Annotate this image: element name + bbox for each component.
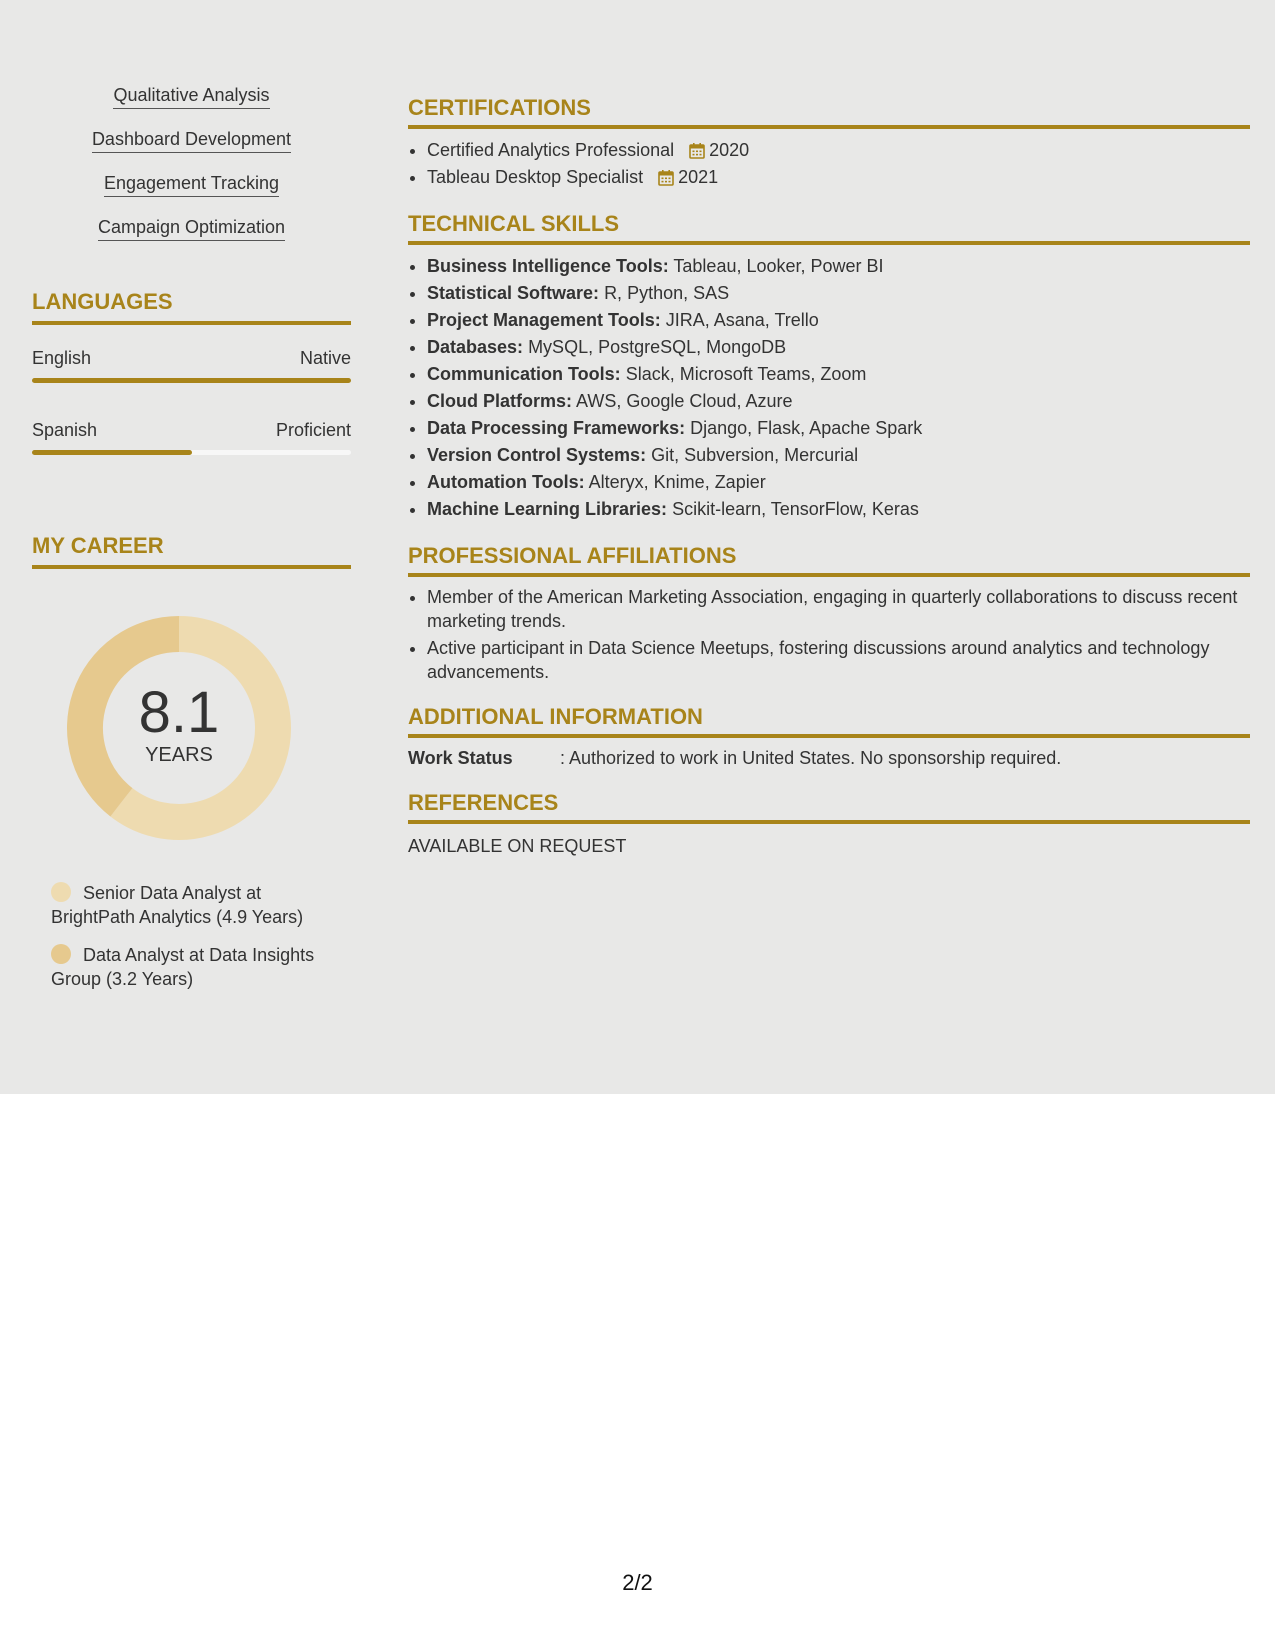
legend-dot-icon [51, 882, 71, 902]
language-level: Native [299, 348, 351, 368]
technical-skill-label: Communication Tools: [427, 364, 621, 384]
skill-label: Dashboard Development [92, 128, 291, 153]
technical-skill-value: AWS, Google Cloud, Azure [576, 391, 793, 411]
language-row-english [32, 347, 351, 383]
certification-item [427, 137, 1250, 164]
technical-skill-item [427, 361, 1250, 388]
technical-skills-section [408, 211, 1250, 523]
language-name: Spanish [32, 420, 98, 440]
technical-skill-item [427, 253, 1250, 280]
skill-item [32, 84, 351, 109]
technical-skill-item [427, 469, 1250, 496]
calendar-icon [658, 169, 674, 186]
skill-item [32, 172, 351, 197]
technical-skill-value: Slack, Microsoft Teams, Zoom [625, 364, 867, 384]
certifications-section [408, 95, 1250, 191]
career-legend-label: Data Analyst at Data Insights Group (3.2 Years) [51, 945, 315, 989]
technical-skill-label: Machine Learning Libraries: [427, 499, 668, 519]
technical-skill-value: Alteryx, Knime, Zapier [588, 472, 766, 492]
career-heading: MY CAREER [32, 533, 351, 569]
language-row-spanish [32, 419, 351, 455]
career-total-unit: YEARS [145, 744, 213, 766]
technical-skill-item [427, 334, 1250, 361]
skill-list [32, 84, 351, 241]
technical-skill-item [427, 307, 1250, 334]
technical-skill-label: Statistical Software: [427, 283, 600, 303]
technical-skill-value: R, Python, SAS [604, 283, 730, 303]
right-column [408, 95, 1250, 878]
language-level: Proficient [275, 420, 351, 440]
technical-skill-label: Cloud Platforms: [427, 391, 573, 411]
career-legend-item [51, 881, 341, 929]
language-bar-fill [32, 378, 351, 383]
technical-skill-item [427, 496, 1250, 523]
work-status-key: Work Status [408, 748, 513, 768]
work-status-row [408, 746, 1250, 770]
technical-skill-item [427, 388, 1250, 415]
left-column [32, 84, 351, 1005]
language-bar [32, 378, 351, 383]
skill-label: Engagement Tracking [104, 172, 279, 197]
technical-skill-value: Tableau, Looker, Power BI [673, 256, 884, 276]
technical-skill-label: Automation Tools: [427, 472, 585, 492]
technical-skill-item [427, 415, 1250, 442]
technical-skill-value: MySQL, PostgreSQL, MongoDB [528, 337, 787, 357]
legend-dot-icon [51, 944, 71, 964]
additional-info-section [408, 704, 1250, 770]
technical-skill-value: Git, Subversion, Mercurial [651, 445, 859, 465]
certifications-list [408, 137, 1250, 191]
career-legend [51, 881, 341, 991]
career-total-years: 8.1 [138, 680, 220, 745]
skill-item [32, 128, 351, 153]
references-section [408, 790, 1250, 858]
language-name: English [32, 348, 92, 368]
affiliation-item: • Active participant in Data Science Meetups, fostering discussions around analytics and technology advancements. [427, 636, 1250, 684]
language-bar-fill [32, 450, 192, 455]
technical-skills-list [408, 253, 1250, 523]
technical-skill-value: Django, Flask, Apache Spark [690, 418, 923, 438]
language-bar [32, 450, 351, 455]
technical-skill-label: Databases: [427, 337, 524, 357]
languages-heading: LANGUAGES [32, 289, 351, 325]
certifications-heading: CERTIFICATIONS [408, 95, 1250, 129]
technical-skill-value: Scikit-learn, TensorFlow, Keras [672, 499, 919, 519]
skill-label: Qualitative Analysis [113, 84, 269, 109]
work-status-value: : Authorized to work in United States. No sponsorship required. [560, 748, 1062, 768]
affiliation-item: • Member of the American Marketing Association, engaging in quarterly collaborations to discuss recent marketing trends. [427, 585, 1250, 633]
certification-item [427, 164, 1250, 191]
references-heading: REFERENCES [408, 790, 1250, 824]
skill-label: Campaign Optimization [98, 216, 285, 241]
career-section [32, 533, 351, 991]
certification-name: Tableau Desktop Specialist [427, 167, 644, 187]
additional-info-heading: ADDITIONAL INFORMATION [408, 704, 1250, 738]
technical-skill-label: Business Intelligence Tools: [427, 256, 669, 276]
technical-skill-label: Data Processing Frameworks: [427, 418, 686, 438]
skill-item [32, 216, 351, 241]
calendar-icon [689, 142, 705, 159]
career-legend-item [51, 943, 341, 991]
affiliations-heading: PROFESSIONAL AFFILIATIONS [408, 543, 1250, 577]
certification-name: Certified Analytics Professional [427, 140, 675, 160]
career-legend-label: Senior Data Analyst at BrightPath Analytics (4.9 Years) [51, 883, 304, 927]
affiliations-section [408, 543, 1250, 684]
languages-section [32, 289, 351, 455]
technical-skill-item [427, 280, 1250, 307]
affiliations-list [408, 585, 1250, 684]
career-donut-chart [64, 613, 294, 843]
technical-skill-label: Version Control Systems: [427, 445, 647, 465]
page-number: 2/2 [622, 1570, 653, 1595]
references-text: AVAILABLE ON REQUEST [408, 836, 627, 856]
technical-skills-heading: TECHNICAL SKILLS [408, 211, 1250, 245]
certification-year: 2021 [678, 167, 719, 187]
technical-skill-value: JIRA, Asana, Trello [665, 310, 819, 330]
technical-skill-label: Project Management Tools: [427, 310, 661, 330]
certification-year: 2020 [709, 140, 750, 160]
technical-skill-item [427, 442, 1250, 469]
